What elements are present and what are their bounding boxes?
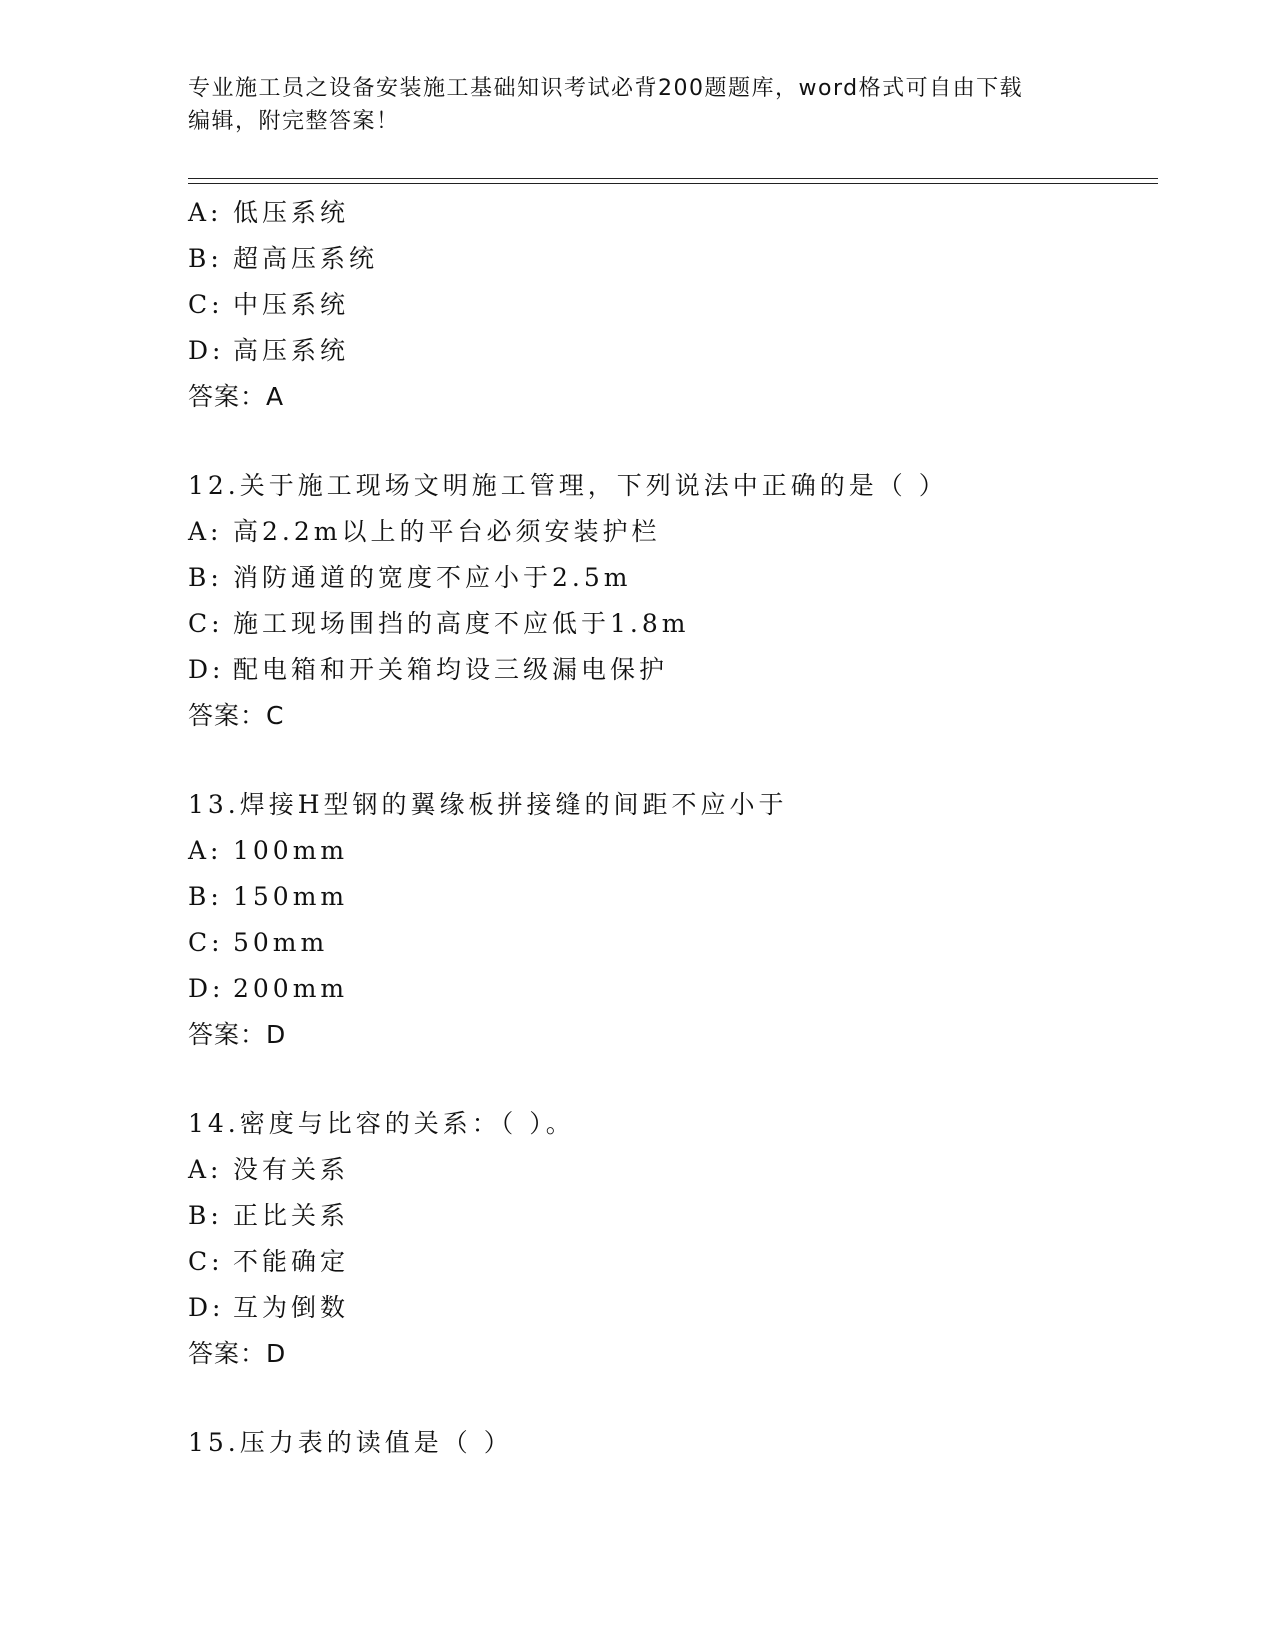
option-text: 200mm (233, 974, 349, 1003)
option-text: 中压系统 (233, 290, 350, 319)
option-a (188, 509, 1168, 555)
option-c (188, 920, 1168, 966)
option-text: 150mm (233, 882, 349, 911)
option-key: C: (188, 1247, 224, 1276)
option-a (188, 1147, 1168, 1193)
answer: 答案：A (188, 382, 285, 411)
option-text: 超高压系统 (233, 244, 379, 273)
header-rule-top (188, 178, 1158, 179)
question-stem: 12.关于施工现场文明施工管理，下列说法中正确的是（ ） (188, 471, 948, 500)
option-d (188, 647, 1168, 693)
option-b (188, 555, 1168, 601)
option-text: 50mm (233, 928, 329, 957)
answer: 答案：D (188, 1020, 287, 1049)
option-a (188, 828, 1168, 874)
option-d (188, 328, 1168, 374)
option-text: 配电箱和开关箱均设三级漏电保护 (233, 655, 669, 684)
option-text: 低压系统 (233, 198, 350, 227)
option-text: 互为倒数 (233, 1293, 350, 1322)
option-c (188, 282, 1168, 328)
option-text: 正比关系 (233, 1201, 350, 1230)
question-12 (188, 463, 1168, 739)
option-key: D: (188, 1293, 225, 1322)
question-stem: 15.压力表的读值是（ ） (188, 1428, 513, 1457)
option-text: 高压系统 (233, 336, 350, 365)
question-14 (188, 1101, 1168, 1377)
option-text: 施工现场围挡的高度不应低于1.8m (233, 609, 690, 638)
option-key: A: (188, 198, 223, 227)
answer: 答案：C (188, 701, 285, 730)
option-c (188, 601, 1168, 647)
option-key: A: (188, 836, 223, 865)
option-text: 高2.2m以上的平台必须安装护栏 (233, 517, 661, 546)
option-key: A: (188, 517, 223, 546)
header-title-line-1: 专业施工员之设备安装施工基础知识考试必背200题题库，word格式可自由下载 (188, 76, 1024, 101)
option-key: B: (188, 1201, 223, 1230)
option-key: A: (188, 1155, 223, 1184)
question-11 (188, 190, 1168, 420)
option-key: B: (188, 882, 223, 911)
answer: 答案：D (188, 1339, 287, 1368)
option-key: B: (188, 563, 223, 592)
option-d (188, 966, 1168, 1012)
option-b (188, 874, 1168, 920)
option-key: B: (188, 244, 223, 273)
question-13 (188, 782, 1168, 1058)
header-title-line-2: 编辑，附完整答案！ (188, 109, 400, 134)
question-stem: 14.密度与比容的关系：（ ）。 (188, 1109, 575, 1138)
option-key: D: (188, 336, 225, 365)
option-a (188, 190, 1168, 236)
option-text: 不能确定 (233, 1247, 350, 1276)
question-list (188, 190, 1168, 1466)
option-text: 没有关系 (233, 1155, 350, 1184)
option-key: D: (188, 974, 225, 1003)
question-15 (188, 1420, 1168, 1466)
document-header (188, 72, 1088, 138)
option-key: D: (188, 655, 225, 684)
question-stem: 13.焊接H型钢的翼缘板拼接缝的间距不应小于 (188, 790, 788, 819)
option-key: C: (188, 609, 224, 638)
option-text: 100mm (233, 836, 349, 865)
option-key: C: (188, 928, 224, 957)
option-d (188, 1285, 1168, 1331)
option-key: C: (188, 290, 224, 319)
header-rule-bottom (188, 183, 1158, 184)
option-text: 消防通道的宽度不应小于2.5m (233, 563, 632, 592)
option-b (188, 236, 1168, 282)
option-c (188, 1239, 1168, 1285)
option-b (188, 1193, 1168, 1239)
